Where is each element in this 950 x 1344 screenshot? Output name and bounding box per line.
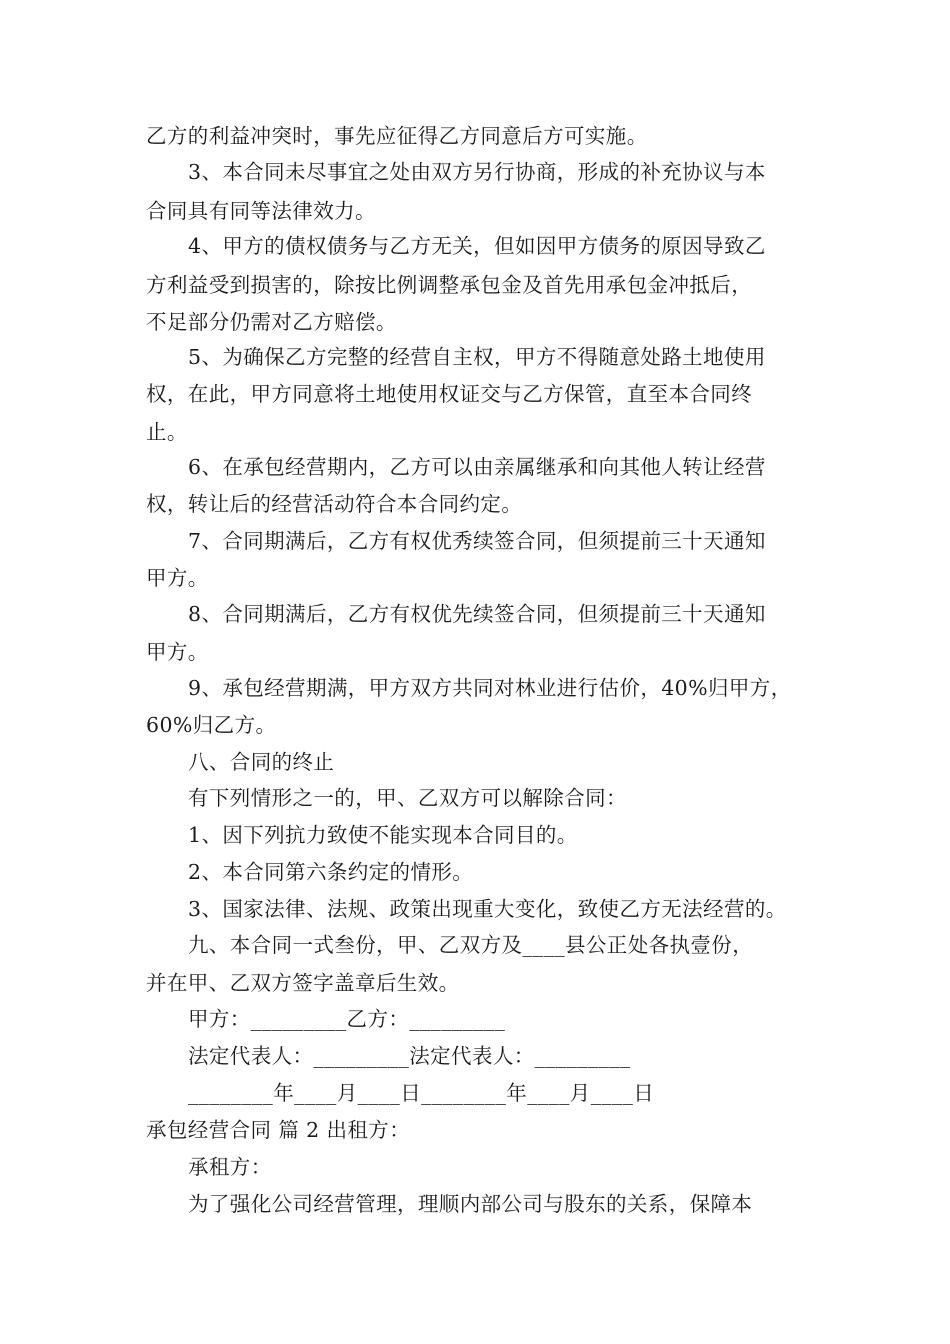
text-line: 3、国家法律、法规、政策出现重大变化，致使乙方无法经营的。 bbox=[188, 897, 787, 921]
date-line: ________年____月____日________年____月____日 bbox=[188, 1081, 655, 1105]
text-line: 甲方。 bbox=[146, 566, 209, 590]
text-line: 合同具有同等法律效力。 bbox=[146, 199, 376, 223]
text-line: 九、本合同一式叁份，甲、乙双方及____县公正处各执壹份， bbox=[188, 933, 754, 957]
text-line: 权，转让后的经营活动符合本合同约定。 bbox=[146, 492, 523, 516]
text-line: 甲方。 bbox=[146, 640, 209, 664]
text-line: 乙方的利益冲突时，事先应征得乙方同意后方可实施。 bbox=[146, 124, 648, 148]
text-line: 权，在此，甲方同意将土地使用权证交与乙方保管，直至本合同终 bbox=[146, 382, 753, 406]
text-line: 有下列情形之一的，甲、乙双方可以解除合同： bbox=[188, 786, 627, 810]
text-line: 9、承包经营期满，甲方双方共同对林业进行估价，40%归甲方， bbox=[188, 676, 792, 700]
text-line: 方利益受到损害的，除按比例调整承包金及首先用承包金冲抵后， bbox=[146, 273, 753, 297]
signature-line: 法定代表人：_________法定代表人：_________ bbox=[188, 1044, 631, 1068]
text-line: 6、在承包经营期内，乙方可以由亲属继承和向其他人转让经营 bbox=[188, 455, 766, 479]
section-heading: 八、合同的终止 bbox=[188, 750, 335, 774]
signature-line: 甲方：_________乙方：_________ bbox=[188, 1007, 506, 1031]
text-line: 不足部分仍需对乙方赔偿。 bbox=[146, 310, 397, 334]
text-line: 7、合同期满后，乙方有权优秀续签合同，但须提前三十天通知 bbox=[188, 529, 766, 553]
text-line: 为了强化公司经营管理，理顺内部公司与股东的关系，保障本 bbox=[188, 1192, 753, 1216]
text-line: 8、合同期满后，乙方有权优先续签合同，但须提前三十天通知 bbox=[188, 602, 766, 626]
text-line: 并在甲、乙双方签字盖章后生效。 bbox=[146, 971, 460, 995]
text-line: 3、本合同未尽事宜之处由双方另行协商，形成的补充协议与本 bbox=[188, 160, 766, 184]
text-line: 2、本合同第六条约定的情形。 bbox=[188, 860, 474, 884]
section-title: 承包经营合同 篇 2 出租方： bbox=[146, 1118, 411, 1142]
text-line: 承租方： bbox=[188, 1155, 272, 1179]
text-line: 5、为确保乙方完整的经营自主权，甲方不得随意处路土地使用 bbox=[188, 345, 766, 369]
text-line: 止。 bbox=[146, 420, 188, 444]
text-line: 60%归乙方。 bbox=[146, 713, 277, 737]
text-line: 1、因下列抗力致使不能实现本合同目的。 bbox=[188, 823, 578, 847]
text-line: 4、甲方的债权债务与乙方无关，但如因甲方债务的原因导致乙 bbox=[188, 234, 766, 258]
